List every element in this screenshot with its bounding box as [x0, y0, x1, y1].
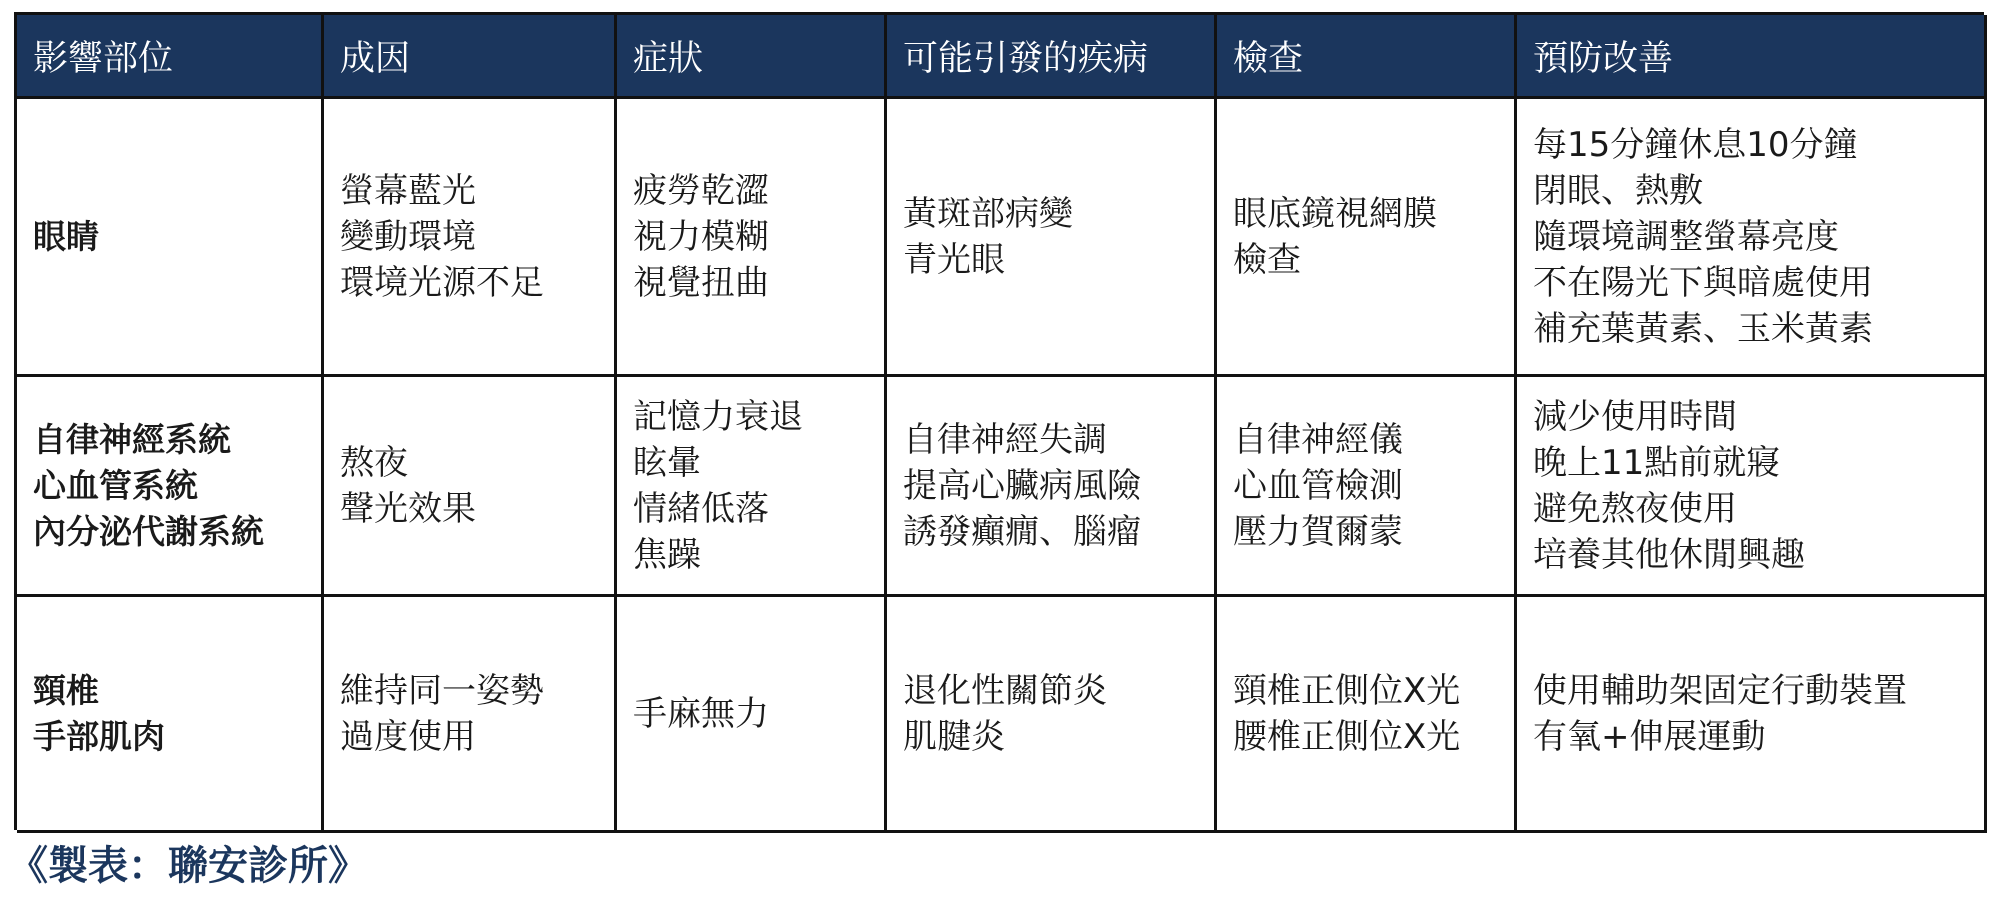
header-cell-cause [324, 15, 617, 99]
symptom-text: 記憶力衰退 眩暈 情緒低落 焦躁 [633, 396, 803, 575]
cell-cause [324, 99, 617, 377]
prevention-text: 每15分鐘休息10分鐘 閉眼、熱敷 隨環境調整螢幕亮度 不在陽光下與暗處使用 補充葉黃素、玉米黃素 [1533, 124, 1873, 349]
exam-text: 自律神經儀 心血管檢測 壓力賀爾蒙 [1233, 419, 1403, 552]
header-label: 檢查 [1233, 38, 1304, 79]
cell-symptom [617, 377, 887, 597]
prevention-text: 減少使用時間 晚上11點前就寢 避免熬夜使用 培養其他休閒興趣 [1533, 396, 1805, 575]
header-cell-symptom [617, 15, 887, 99]
cell-part [17, 377, 324, 597]
cell-symptom [617, 597, 887, 833]
cell-disease [887, 99, 1217, 377]
header-cell-exam [1217, 15, 1517, 99]
header-label: 症狀 [633, 38, 704, 79]
table-source-caption: 《製表：聯安診所》 [8, 843, 368, 889]
health-impact-table [14, 12, 1984, 830]
header-cell-disease [887, 15, 1217, 99]
cell-disease [887, 377, 1217, 597]
symptom-text: 疲勞乾澀 視力模糊 視覺扭曲 [633, 170, 769, 303]
header-cell-affected-part [17, 15, 324, 99]
header-label: 預防改善 [1533, 38, 1674, 79]
cell-cause [324, 597, 617, 833]
cell-exam [1217, 99, 1517, 377]
part-text: 眼睛 [33, 216, 99, 256]
cell-part [17, 597, 324, 833]
cell-symptom [617, 99, 887, 377]
cause-text: 維持同一姿勢 過度使用 [340, 670, 544, 757]
part-text: 自律神經系統 心血管系統 內分泌代謝系統 [33, 419, 264, 551]
cell-prevention [1517, 597, 1987, 833]
cell-part [17, 99, 324, 377]
cell-cause [324, 377, 617, 597]
header-cell-prevention [1517, 15, 1987, 99]
header-label: 成因 [340, 38, 411, 79]
symptom-text: 手麻無力 [633, 693, 769, 734]
cause-text: 螢幕藍光 變動環境 環境光源不足 [340, 170, 544, 303]
cause-text: 熬夜 聲光效果 [340, 442, 476, 529]
part-text: 頸椎 手部肌肉 [33, 670, 165, 756]
cell-exam [1217, 377, 1517, 597]
disease-text: 黃斑部病變 青光眼 [903, 193, 1073, 280]
cell-disease [887, 597, 1217, 833]
disease-text: 退化性關節炎 肌腱炎 [903, 670, 1107, 757]
header-label: 影響部位 [33, 38, 174, 79]
header-label: 可能引發的疾病 [903, 38, 1149, 79]
disease-text: 自律神經失調 提高心臟病風險 誘發癲癇、腦瘤 [903, 419, 1141, 552]
prevention-text: 使用輔助架固定行動裝置 有氧+伸展運動 [1533, 670, 1907, 757]
cell-prevention [1517, 377, 1987, 597]
exam-text: 眼底鏡視網膜 檢查 [1233, 193, 1437, 280]
exam-text: 頸椎正側位X光 腰椎正側位X光 [1233, 670, 1461, 757]
cell-exam [1217, 597, 1517, 833]
cell-prevention [1517, 99, 1987, 377]
